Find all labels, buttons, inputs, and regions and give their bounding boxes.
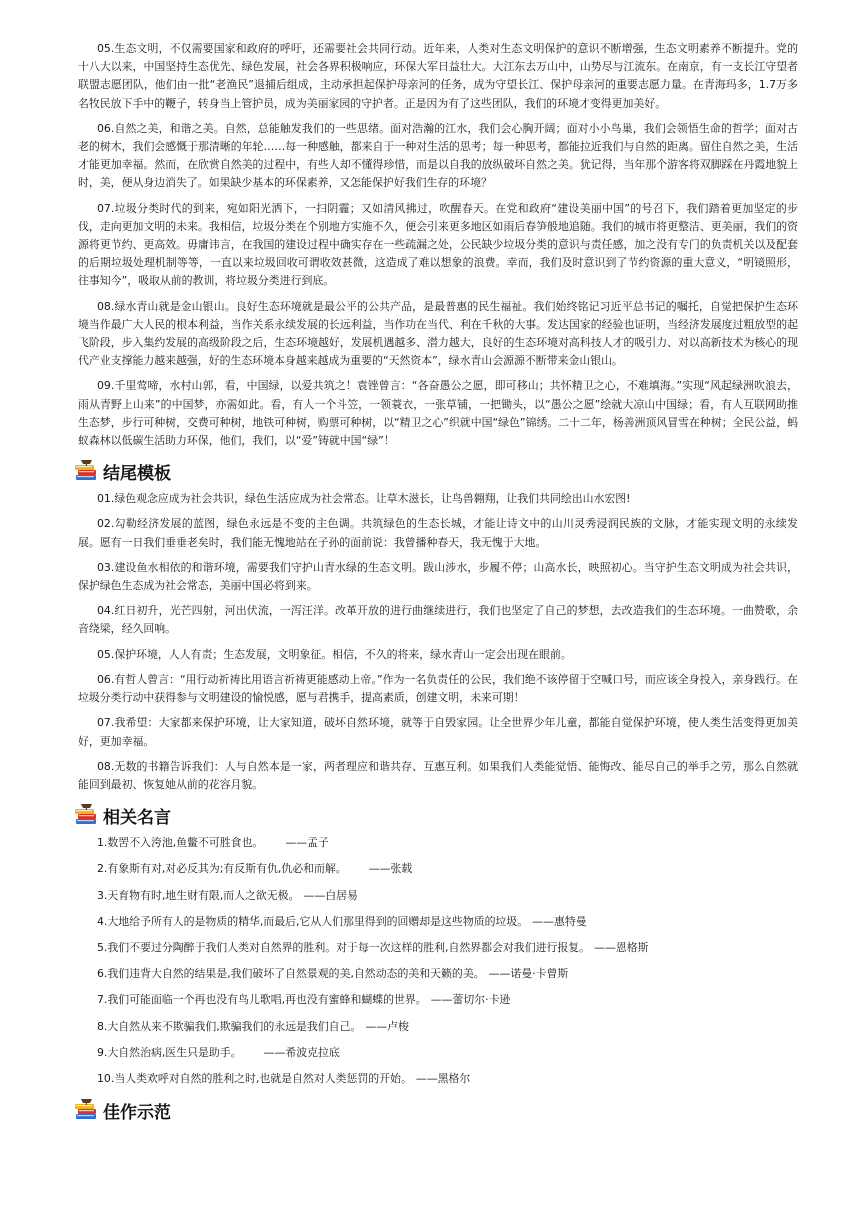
quote-item (78, 991, 798, 1009)
quote-text: 7.我们可能面临一个再也没有鸟儿歌唱,再也没有蜜蜂和蝴蝶的世界。 (97, 993, 427, 1007)
quote-author: ——白居易 (303, 888, 358, 902)
book-stack-icon (72, 801, 100, 829)
quote-item (78, 860, 798, 878)
quote-item (78, 1070, 798, 1088)
quote-author: ——黑格尔 (415, 1071, 471, 1085)
quote-author: ——张载 (368, 862, 413, 876)
quote-author: ——蕾切尔·卡逊 (430, 993, 511, 1007)
ending-paragraph: 08.无数的书籍告诉我们：人与自然本是一家，两者理应和谐共存、互惠互利。如果我们人类能觉悟、能悔改、能尽自己的举手之劳，那么自然就能回到最初、恢复她从前的花容月貌。 (78, 759, 798, 791)
section-heading-quotes (72, 801, 798, 829)
quote-item (78, 1044, 798, 1062)
quote-author: ——诺曼·卡曾斯 (488, 967, 569, 981)
book-stack-icon (72, 1096, 100, 1124)
quote-item (78, 913, 798, 931)
section-heading-ending (72, 457, 798, 485)
section-heading-examples (72, 1096, 798, 1124)
quote-text: 1.数罟不入洿池,鱼鳖不可胜食也。 (97, 836, 264, 850)
quote-item (78, 887, 798, 905)
quote-item (78, 965, 798, 983)
paragraph-05: 05.生态文明，不仅需要国家和政府的呼吁，还需要社会共同行动。近年来，人类对生态文明保护的意识不断增强，生态文明素养不断提升。党的十八大以来，中国坚持生态优先、绿色发展，社会各界积极响应，环保大军日益壮大。大江东去万山中，山势尽与江流东。在南京，有一支长江守望者联盟志愿团队，他们由一批“老渔民”退捕后组成，主动承担起保护母亲河的任务，成为守望长江、保护母亲河的重要志愿力量。在青海玛多，1.7万多名牧民放下手中的鞭子，转身当上管护员，成为美丽家园的守护者。正是因为有了这些团队，我们的环境才变得更加美好。 (78, 42, 798, 110)
quote-text: 9.大自然治病,医生只是助手。 (97, 1045, 242, 1059)
ending-paragraph: 05.保护环境，人人有责；生态发展，文明象征。相信，不久的将来，绿水青山一定会出现在眼前。 (97, 647, 572, 661)
section-title-ending: 结尾模板 (103, 463, 171, 484)
top-paragraphs (78, 40, 798, 450)
quote-item (78, 834, 798, 852)
paragraph-06: 06.自然之美，和谐之美。自然，总能触发我们的一些思绪。面对浩瀚的江水，我们会心胸开阔；面对小小鸟巢，我们会领悟生命的哲学；面对古老的树木，我们会感慨于那清晰的年轮……每一种感触，都来自于一种对生活的思考；每一种思考，都能拉近我们与自然的距离。留住自然之美，生活才能更加幸福。然而，在欣赏自然美的过程中，有些人却不懂得珍惜，而是以自我的放纵破坏自然之美。犹记得，当年那个游客将双脚踩在丹霞地貌上时，美，便从身边消失了。如果缺少基本的环保素养，又怎能保护好我们生存的环境？ (78, 121, 798, 190)
ending-paragraph: 07.我希望：大家都来保护环境，让大家知道，破坏自然环境，就等于自毁家园。让全世界少年儿童，都能自觉保护环境，使人类生活变得更加美好，更加幸福。 (78, 716, 798, 748)
book-stack-icon (72, 457, 100, 485)
paragraph-08: 08.绿水青山就是金山银山。良好生态环境就是最公平的公共产品，是最普惠的民生福祉。我们始终铭记习近平总书记的嘱托，自觉把保护生态环境当作最广大人民的根本利益，当作关系永续发展的长远利益，当作功在当代、利在千秋的大事。发达国家的经验也证明，当经济发展度过粗放型的起飞阶段，步入集约发展的高级阶段之后，生态环境越好，发展机遇越多、潜力越大，良好的生态环境对高科技人才的吸引力、对以高新技术为核心的现代产业支撑能力越来越强，好的生态环境本身越来越成为重要的“天然资本”，绿水青山会源源不断带来金山银山。 (78, 299, 798, 368)
quote-author: ——恩格斯 (594, 940, 649, 954)
ending-paragraph: 04.红日初升，光芒四射，河出伏流，一泻汪洋。改革开放的进行曲继续进行，我们也坚定了自己的梦想，去改造我们的生态环境。一曲赞歌，余音绕梁，经久回响。 (78, 604, 798, 636)
paragraph-09: 09.千里莺啼，水村山郭，看，中国绿，以爱共筑之！袁锉曾言：“各奋愚公之愿，即可移山；共怀精卫之心，不难填海。”实现“风起绿洲吹浪去，雨从青野上山来”的中国梦，亦需如此。看，有人一个斗笠，一领蓑衣，一张草铺，一把锄头，以“愚公之愿”绘就大凉山中国绿；看，有人互联网助推生态梦，步行可种树，交费可种树，地铁可种树，购票可种树，以“精卫之心”织就中国“绿色”锦绣。二十二年，杨善洲顶风冒雪在种树；全民公益，蚂蚁森林以低碳生活助力环保，他们，我们，以“爱”铸就中国“绿”！ (78, 379, 798, 448)
section-title-examples: 佳作示范 (103, 1102, 171, 1123)
quote-item (78, 939, 798, 957)
quote-author: ——希波克拉底 (263, 1045, 340, 1059)
ending-paragraphs (78, 490, 798, 794)
ending-paragraph: 03.建设鱼水相依的和谐环境，需要我们守护山青水绿的生态文明。跋山涉水，步履不停；山高水长，映照初心。当守护生态文明成为社会共识，保护绿色生态成为社会常态，美丽中国必将到来。 (78, 560, 798, 593)
quote-author: ——卢梭 (365, 1019, 409, 1033)
document-page (78, 40, 798, 1129)
paragraph-07: 07.垃圾分类时代的到来，宛如阳光洒下，一扫阴霾；又如清风拂过，吹醒春天。在党和政府“建设美丽中国”的号召下，我们踏着更加坚定的步伐，走向更加文明的未来。我相信，垃圾分类在个别地方实施不久，便会引来更多地区如雨后春笋般地追随。我们的城市将更整洁、更美丽，我们的资源将更节约、更高效。毋庸讳言，在我国的建设过程中确实存在一些疏漏之处，公民缺少垃圾分类的意识与责任感，加之没有专门的负责机关以及配套的后期垃圾处理机制等等，一直以来垃圾回收可谓收效甚微，这造成了难以想象的浪费。幸而，我们及时意识到了节约资源的重大意义，“明镜照形，往事知今”，吸取从前的教训，将垃圾分类进行到底。 (78, 201, 799, 288)
quote-text: 2.有象斯有对,对必反其为;有反斯有仇,仇必和而解。 (97, 862, 347, 876)
ending-paragraph: 01.绿色观念应成为社会共识，绿色生活应成为社会常态。让草木滋长，让鸟兽翱翔，让我们共同绘出山水宏图! (97, 492, 631, 506)
quote-text: 10.当人类欢呼对自然的胜利之时,也就是自然对人类惩罚的开始。 (97, 1071, 412, 1085)
quote-text: 3.天育物有时,地生财有限,而人之欲无极。 (97, 888, 300, 902)
quote-text: 5.我们不要过分陶醉于我们人类对自然界的胜利。对于每一次这样的胜利,自然界都会对我们进行报复。 (97, 940, 591, 954)
section-title-quotes: 相关名言 (103, 807, 171, 828)
ending-paragraph: 06.有哲人曾言：“用行动祈祷比用语言祈祷更能感动上帝。”作为一名负责任的公民，我们绝不该停留于空喊口号，而应该全身投入，亲身践行。在垃圾分类行动中获得参与文明建设的愉悦感，愿与君携手，提高素质，创建文明，未来可期！ (78, 672, 798, 705)
quote-text: 8.大自然从来不欺骗我们,欺骗我们的永远是我们自己。 (97, 1019, 362, 1033)
quote-list (78, 834, 798, 1088)
quote-text: 4.大地给予所有人的是物质的精华,而最后,它从人们那里得到的回赠却是这些物质的垃圾。 (97, 914, 529, 928)
quote-text: 6.我们违背大自然的结果是,我们破坏了自然景观的美,自然动态的美和天籁的美。 (97, 967, 485, 981)
quote-item (78, 1018, 798, 1036)
ending-paragraph: 02.勾勒经济发展的蓝图，绿色永远是不变的主色调。共筑绿色的生态长城，才能让诗文中的山川灵秀浸润民族的文脉，才能实现文明的永续发展。愿有一日我们垂垂老矣时，我们能无愧地站在子孙的面前说：我曾播种春天，我无愧于大地。 (78, 517, 798, 549)
quote-author: ——孟子 (285, 836, 329, 850)
quote-author: ——惠特曼 (532, 914, 587, 928)
